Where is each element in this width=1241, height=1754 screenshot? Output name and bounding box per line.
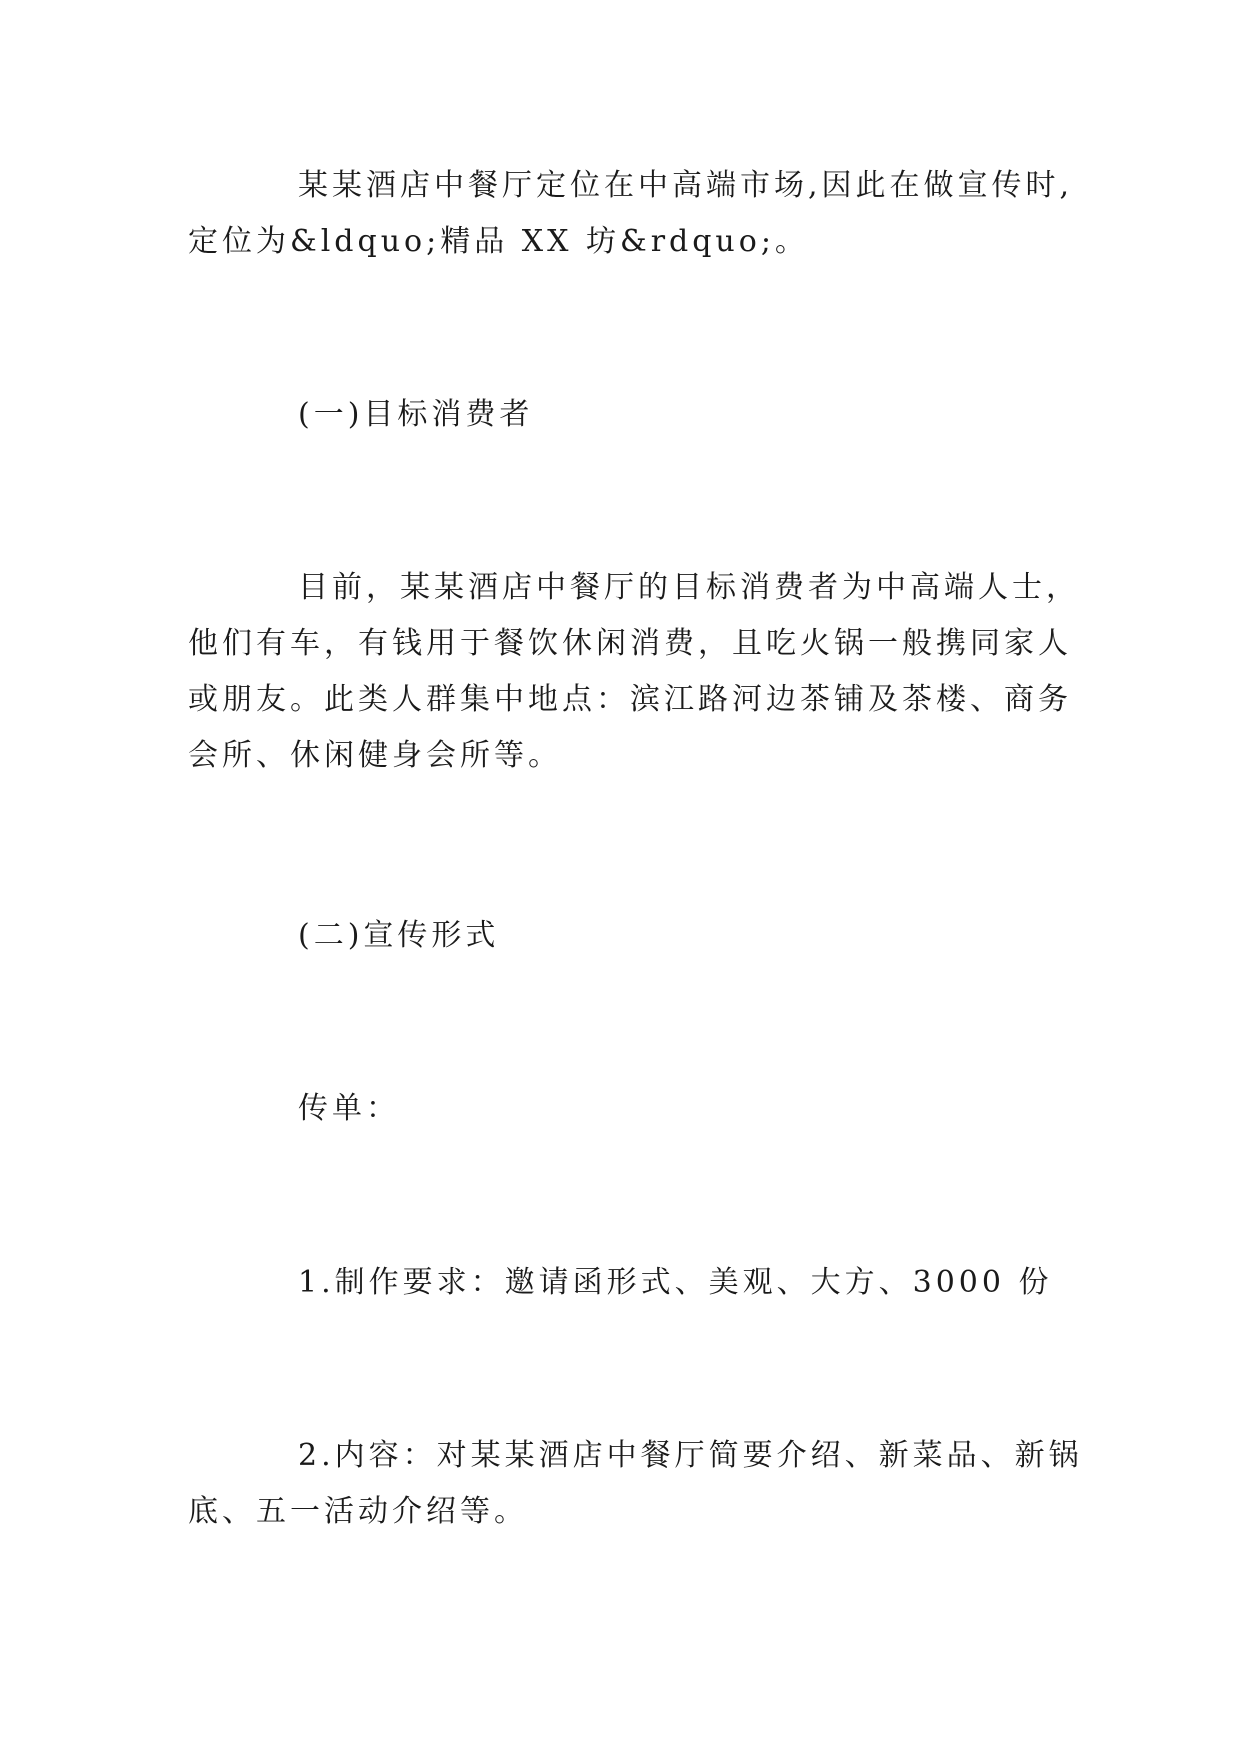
section-heading-promotion-form: (二)宣传形式 bbox=[298, 918, 500, 953]
intro-line-2: 定位为&ldquo;精品 XX 坊&rdquo;。 bbox=[188, 224, 809, 259]
list-item-content-line-1: 2.内容：对某某酒店中餐厅简要介绍、新菜品、新锅 bbox=[298, 1438, 1083, 1473]
list-item-production-requirements: 1.制作要求：邀请函形式、美观、大方、3000 份 bbox=[298, 1265, 1053, 1300]
target-consumers-line-4: 会所、休闲健身会所等。 bbox=[188, 738, 562, 773]
target-consumers-line-2: 他们有车，有钱用于餐饮休闲消费，且吃火锅一般携同家人 bbox=[188, 626, 1072, 661]
target-consumers-line-1: 目前，某某酒店中餐厅的目标消费者为中高端人士， bbox=[298, 570, 1080, 605]
target-consumers-line-3: 或朋友。此类人群集中地点：滨江路河边茶铺及茶楼、商务 bbox=[188, 682, 1072, 717]
flyer-label: 传单： bbox=[298, 1091, 400, 1126]
intro-line-1: 某某酒店中餐厅定位在中高端市场,因此在做宣传时, bbox=[298, 168, 1074, 203]
section-heading-target-consumers: (一)目标消费者 bbox=[298, 397, 534, 432]
list-item-content-line-2: 底、五一活动介绍等。 bbox=[188, 1494, 528, 1529]
